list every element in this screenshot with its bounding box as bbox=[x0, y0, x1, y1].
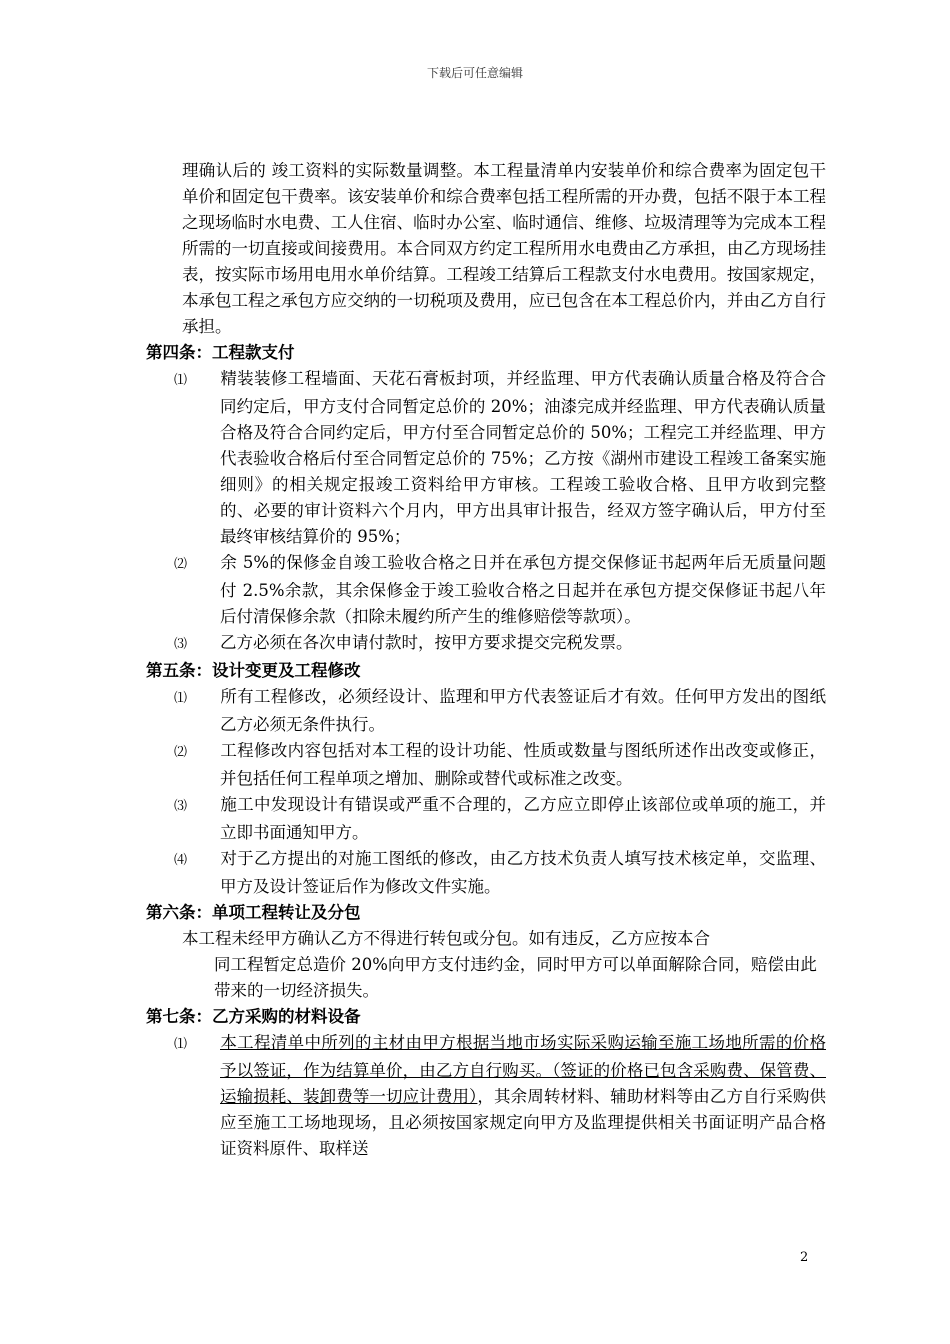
article-5-item-4: ⑷ 对于乙方提出的对施工图纸的修改，由乙方技术负责人填写技术核定单，交监理、甲方及设计签证后作为修改文件实施。 bbox=[174, 849, 826, 896]
article-5-item-3: ⑶ 施工中发现设计有错误或严重不合理的，乙方应立即停止该部位或单项的施工，并立即书面通知甲方。 bbox=[174, 795, 826, 842]
page-number: 2 bbox=[800, 1250, 809, 1265]
article-6-paragraph: 本工程未经甲方确认乙方不得进行转包或分包。如有违反，乙方应按本合 同工程暂定总造价 20%向甲方支付违约金，同时甲方可以单面解除合同，赔偿由此带来的一切经济损失。 bbox=[182, 929, 817, 1000]
article-4-title: 第四条：工程款支付 bbox=[146, 343, 295, 362]
article-4-item-3: ⑶ 乙方必须在各次申请付款时，按甲方要求提交完税发票。 bbox=[174, 633, 633, 652]
underlined-clause: 本工程清单中所列的主材由甲方根据当地市场实际采购运输至施工场地所需的价格予以签证，作为结算单价，由乙方自行购买。（签证的价格已包含采购费、保管费、运输损耗、装卸费等一切应计费用） bbox=[220, 1033, 826, 1106]
article-4-item-1: ⑴ 精装装修工程墙面、天花石膏板封项，并经监理、甲方代表确认质量合格及符合合同约定后，甲方支付合同暂定总价的 20%；油漆完成并经监理、甲方代表确认质量合格及符合合同约定后，甲方付至合同暂定总价的 50%；工程完工并经监理、甲方代表验收合格后付至合同暂定总价的 75%；乙方按《湖州市建设工程竣工备案实施细则》的相关规定报竣工资料给甲方审核。工程竣工验收合格、且甲方收到完整的、必要的审计资料六个月内，甲方出具审计报告，经双方签字确认后，甲方付至最终审核结算价的 95%； bbox=[174, 369, 826, 546]
page-header: 下载后可任意编辑 bbox=[426, 66, 523, 80]
article-5-title: 第五条：设计变更及工程修改 bbox=[146, 661, 361, 680]
article-4-item-2: ⑵ 余 5%的保修金自竣工验收合格之日并在承包方提交保修证书起两年后无质量问题付 2.5%余款，其余保修金于竣工验收合格之日起并在承包方提交保修证书起八年后付清保修余款（扣除未履约所产生的维修赔偿等款项）。 bbox=[174, 553, 826, 626]
article-7-item-1: ⑴ 本工程清单中所列的主材由甲方根据当地市场实际采购运输至施工场地所需的价格予以签证，作为结算单价，由乙方自行购买。（签证的价格已包含采购费、保管费、运输损耗、装卸费等一切应计费用），其余周转材料、辅助材料等由乙方自行采购供应至施工工场地现场，且必须按国家规定向甲方及监理提供相关书面证明产品合格证资料原件、取样送 bbox=[174, 1033, 827, 1158]
document-body bbox=[146, 158, 826, 1162]
article-7-title: 第七条：乙方采购的材料设备 bbox=[146, 1007, 361, 1026]
intro-paragraph: 理确认后的 竣工资料的实际数量调整。本工程量清单内安装单价和综合费率为固定包干单价和固定包干费率。该安装单价和综合费率包括工程所需的开办费，包括不限于本工程之现场临时水电费、工人住宿、临时办公室、临时通信、维修、垃圾清理等为完成本工程所需的一切直接或间接费用。本合同双方约定工程所用水电费由乙方承担，由乙方现场挂表，按实际市场用电用水单价结算。工程竣工结算后工程款支付水电费用。按国家规定，本承包工程之承包方应交纳的一切税项及费用，应已包含在本工程总价内，并由乙方自行承担。 bbox=[182, 161, 826, 336]
article-5-item-1: ⑴ 所有工程修改，必须经设计、监理和甲方代表签证后才有效。任何甲方发出的图纸乙方必须无条件执行。 bbox=[174, 687, 826, 734]
article-6-title: 第六条：单项工程转让及分包 bbox=[146, 903, 361, 922]
article-5-item-2: ⑵ 工程修改内容包括对本工程的设计功能、性质或数量与图纸所述作出改变或修正，并包括任何工程单项之增加、删除或替代或标准之改变。 bbox=[174, 741, 826, 788]
